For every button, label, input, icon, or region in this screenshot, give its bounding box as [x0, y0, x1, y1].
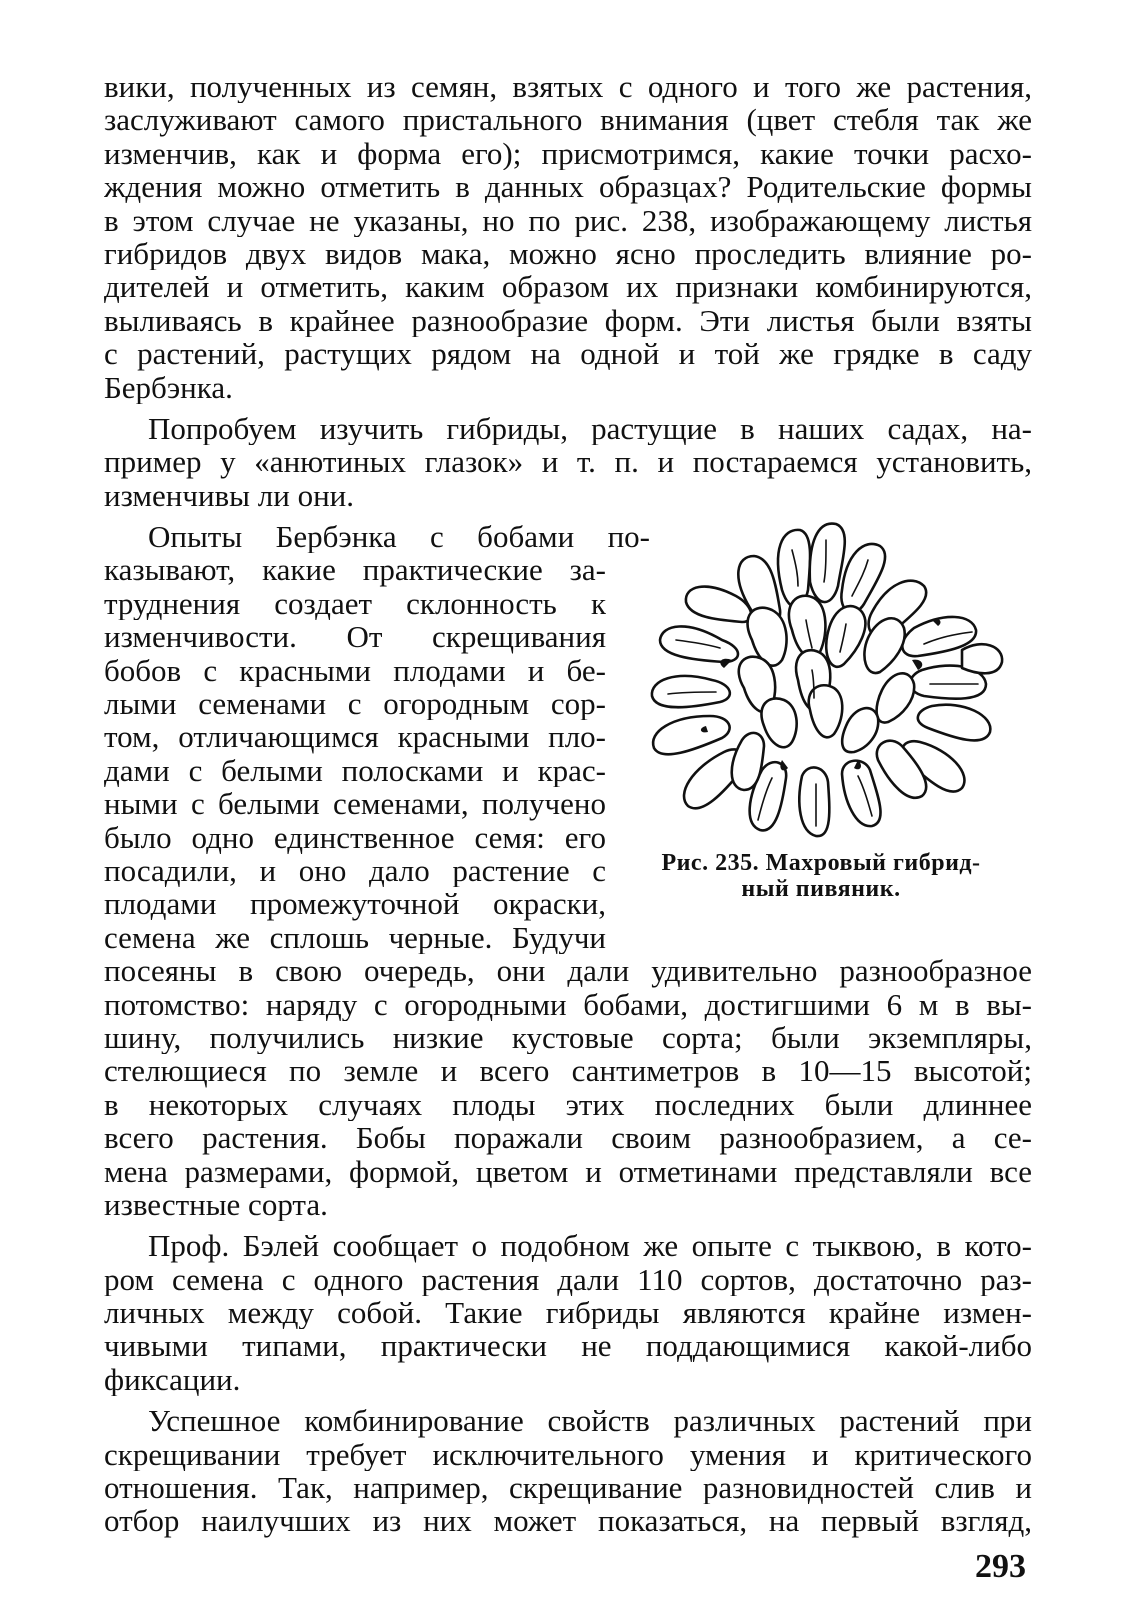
- paragraph-4: [104, 1229, 1032, 1396]
- text-line: скрещивании требует исключительного умения и критического: [104, 1437, 1032, 1472]
- text-line: ждения можно отметить в данных образцах? Родительские формы: [104, 170, 1032, 204]
- figure-caption: [612, 850, 1030, 902]
- text-line: лыми семенами с огородным сор-: [104, 687, 606, 721]
- text-line: мена размерами, формой, цветом и отметинами представляли все: [104, 1154, 1032, 1188]
- text-line: известные сорта.: [104, 1187, 328, 1222]
- text-line: в некоторых случаях плоды этих последних были длиннее: [104, 1087, 1032, 1122]
- text-line: ром семена с одного растения дали 110 сортов, достаточно раз-: [104, 1262, 1032, 1297]
- text-line: ными с белыми семенами, получено: [104, 787, 606, 821]
- caption-line: Рис. 235. Махровый гибрид-: [661, 850, 981, 877]
- text-line: гибридов двух видов мака, можно ясно проследить влияние ро-: [104, 236, 1032, 271]
- text-line: посеяны в свою очередь, они дали удивительно разнообразное: [104, 954, 1032, 988]
- text-line: пример у «анютиных глазок» и т. п. и постараемся установить,: [104, 445, 1032, 479]
- text-line: отношения. Так, например, скрещивание разновидностей слив и: [104, 1471, 1032, 1505]
- text-line: дителей и отметить, каким образом их признаки комбинируются,: [104, 270, 1032, 304]
- text-line: Опыты Бербэнка с бобами по-: [148, 520, 650, 554]
- text-line: шину, получились низкие кустовые сорта; были экземпляры,: [104, 1020, 1032, 1055]
- text-line: с растений, растущих рядом на одной и той же грядке в саду: [104, 337, 1032, 371]
- double-flower-illustration-icon: [632, 520, 1012, 845]
- page-number: 293: [975, 1548, 1026, 1585]
- text-line: посадили, и оно дало растение с: [104, 853, 606, 888]
- text-line: бобов с красными плодами и бе-: [104, 653, 606, 688]
- text-line: отбор наилучших из них может показаться, на первый взгляд,: [104, 1504, 1032, 1538]
- text-line: труднения создает склонность к: [104, 586, 606, 621]
- text-line: чивыми типами, практически не поддающимися какой-либо: [104, 1329, 1032, 1363]
- caption-line: ный пивяник.: [741, 876, 901, 903]
- text-line: всего растения. Бобы поражали своим разнообразием, а се-: [104, 1121, 1032, 1155]
- text-line: Попробуем изучить гибриды, растущие в наших садах, на-: [148, 411, 1032, 446]
- paragraph-3-full-width: [104, 954, 1032, 1221]
- text-line: в этом случае не указаны, но по рис. 238, изображающему листья: [104, 203, 1032, 237]
- text-line: плодами промежуточной окраски,: [104, 887, 606, 921]
- text-line: заслуживают самого пристального внимания (цвет стебля так же: [104, 103, 1032, 137]
- text-line: вики, полученных из семян, взятых с одного и того же растения,: [104, 70, 1032, 104]
- text-line: изменчив, как и форма его); присмотримся, какие точки расхо-: [104, 136, 1032, 171]
- text-line: семена же сплошь черные. Будучи: [104, 920, 606, 955]
- text-line: дами с белыми полосками и крас-: [104, 753, 606, 788]
- text-line: стелющиеся по земле и всего сантиметров в 10—15 высотой;: [104, 1054, 1032, 1088]
- paragraph-1: [104, 70, 1032, 404]
- text-line: Успешное комбинирование свойств различных растений при: [148, 1404, 1032, 1438]
- text-line: потомство: наряду с огородными бобами, достигшими 6 м в вы-: [104, 987, 1032, 1021]
- book-page: [104, 70, 1032, 1610]
- paragraph-5: [104, 1404, 1032, 1538]
- text-line: изменчивости. От скрещивания: [104, 620, 606, 654]
- paragraph-2: [104, 412, 1032, 512]
- text-line: личных между собой. Такие гибриды являются крайне измен-: [104, 1296, 1032, 1330]
- text-line: изменчивы ли они.: [104, 478, 354, 513]
- text-line: Проф. Бэлей сообщает о подобном же опыте с тыквою, в кото-: [148, 1229, 1032, 1263]
- text-line: было одно единственное семя: его: [104, 820, 606, 854]
- text-line: казывают, какие практические за-: [104, 553, 606, 587]
- text-line: выливаясь в крайнее разнообразие форм. Эти листья были взяты: [104, 303, 1032, 338]
- text-line: том, отличающимся красными пло-: [104, 720, 606, 754]
- text-line: фиксации.: [104, 1362, 241, 1397]
- figure-235: [612, 520, 1030, 920]
- paragraph-3: [104, 520, 1032, 1221]
- text-line: Бербэнка.: [104, 370, 233, 404]
